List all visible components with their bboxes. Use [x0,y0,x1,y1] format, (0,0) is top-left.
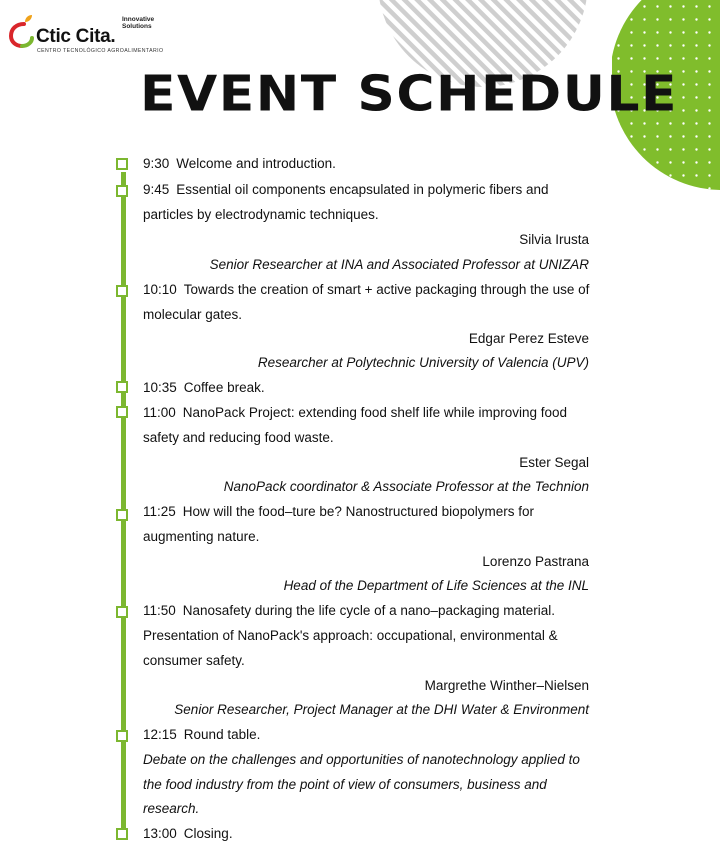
item-speaker: Lorenzo Pastrana [482,554,589,569]
timeline-marker [116,381,128,393]
item-time: 11:00 [143,405,176,420]
timeline-marker [116,158,128,170]
item-title: Welcome and introduction. [176,156,336,171]
item-time: 9:30 [143,156,170,171]
schedule-item [143,599,598,624]
item-time: 10:35 [143,380,177,395]
item-speaker: Edgar Perez Esteve [468,331,589,346]
page-title: EVENT SCHEDULE [140,66,679,123]
item-description: Presentation of NanoPack's approach: occupational, environmental & consumer safety. [143,628,558,668]
item-title: Towards the creation of smart + active packaging through the use of molecular gates. [143,282,590,322]
item-speaker: Ester Segal [519,455,589,470]
schedule-item [143,376,598,401]
item-time: 9:45 [143,182,170,197]
logo-mark-icon [8,14,38,48]
item-title: Nanosafety during the life cycle of a nano–packaging material. [182,603,556,618]
item-title: Round table. [183,727,261,742]
item-time: 12:15 [143,727,177,742]
item-time: 13:00 [143,826,177,841]
item-role: Senior Researcher, Project Manager at the DHI Water & Environment [174,702,589,717]
timeline-marker [116,509,128,521]
item-role: NanoPack coordinator & Associate Professor at the Technion [223,479,589,494]
item-title: Essential oil components encapsulated in polymeric fibers and particles by electrodynamic techniques. [143,182,549,222]
schedule-item [143,178,598,227]
schedule-item [143,401,598,450]
timeline-marker [116,730,128,742]
item-role: Head of the Department of Life Sciences at the INL [283,578,589,593]
item-role: Senior Researcher at INA and Associated Professor at UNIZAR [209,257,589,272]
item-time: 10:10 [143,282,177,297]
item-description: Debate on the challenges and opportunities of nanotechnology applied to the food industry from the point of view of consumers, business and research. [143,752,580,816]
timeline-marker [116,606,128,618]
item-title: How will the food–ture be? Nanostructured biopolymers for augmenting nature. [143,504,534,544]
item-title: NanoPack Project: extending food shelf life while improving food safety and reducing food waste. [143,405,567,445]
item-role: Researcher at Polytechnic University of Valencia (UPV) [257,355,589,370]
item-speaker: Margrethe Winther–Nielsen [424,678,589,693]
item-time: 11:25 [143,504,176,519]
schedule-item [143,822,598,847]
company-logo [8,12,168,52]
item-title: Coffee break. [183,380,265,395]
item-time: 11:50 [143,603,176,618]
timeline-marker [116,406,128,418]
item-speaker: Silvia Irusta [519,232,589,247]
timeline-marker [116,828,128,840]
item-title: Closing. [183,826,233,841]
logo-name: Ctic Cita. [36,26,116,47]
schedule-item [143,723,598,748]
logo-tagline: Innovative Solutions [122,16,155,30]
schedule-item [143,278,598,327]
logo-subtitle: CENTRO TECNOLÓGICO AGROALIMENTARIO [37,48,164,54]
timeline-marker [116,285,128,297]
timeline-marker [116,185,128,197]
schedule-item [143,500,598,549]
schedule-item [143,152,598,177]
